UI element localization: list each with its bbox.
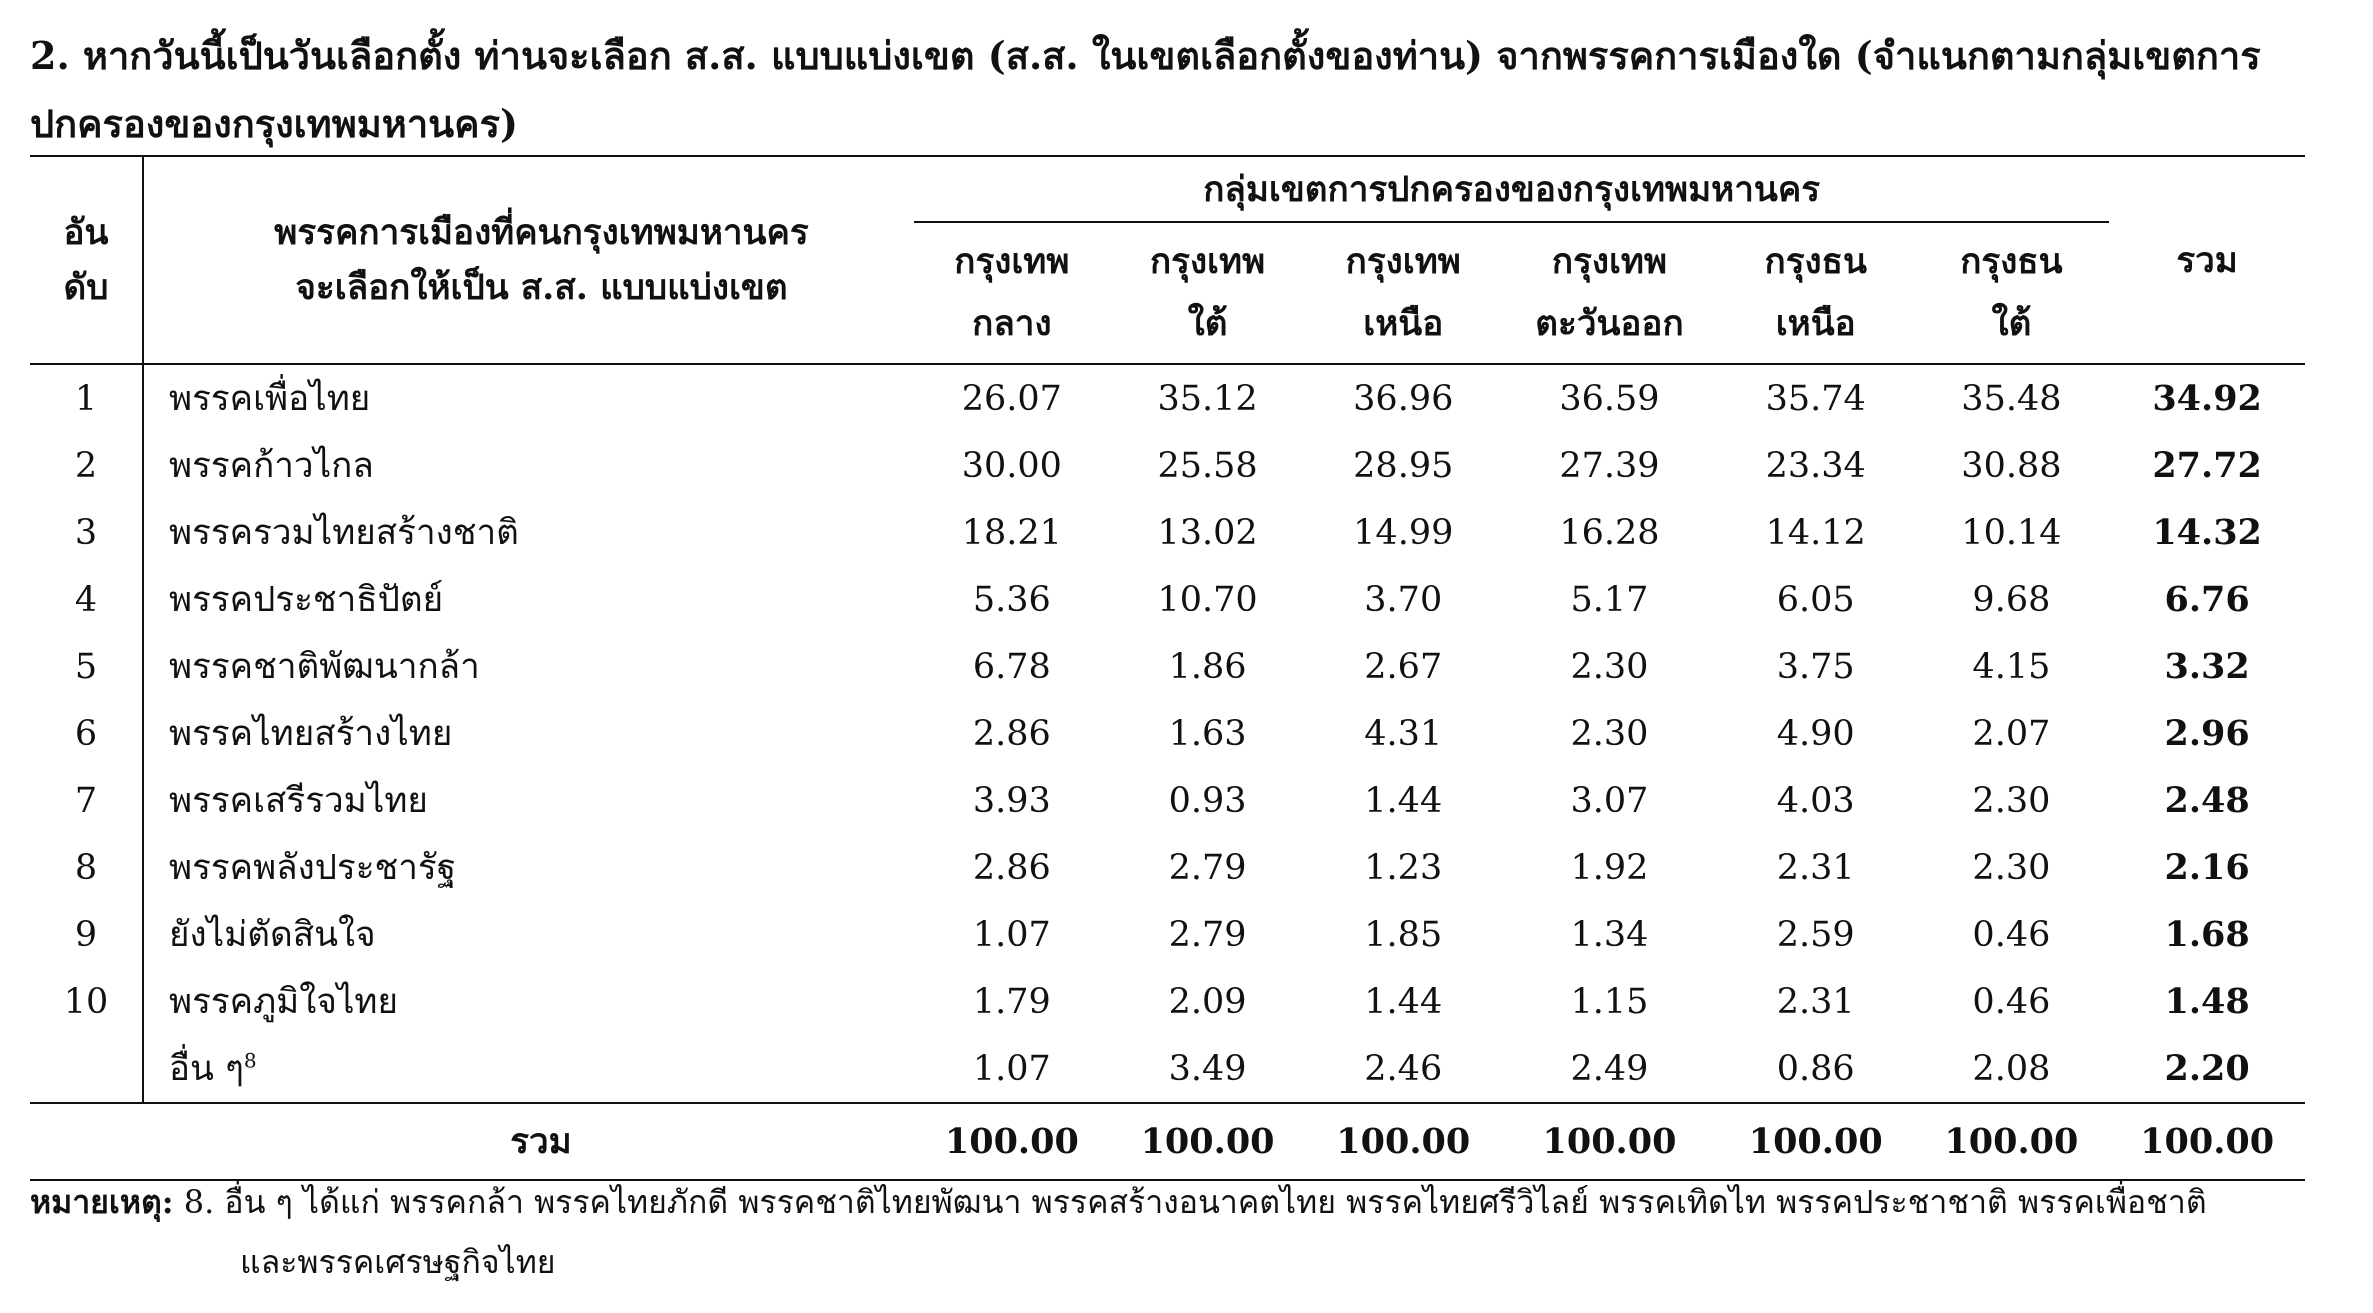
table-row bbox=[30, 700, 2305, 767]
value-cell: 0.46 bbox=[1972, 981, 2051, 1022]
footnote-label: หมายเหตุ: bbox=[30, 1183, 174, 1221]
value-cell: 2.86 bbox=[972, 847, 1051, 888]
value-cell: 30.88 bbox=[1961, 445, 2062, 486]
party-header-line-1: พรรคการเมืองที่คนกรุงเทพมหานคร bbox=[274, 212, 809, 253]
table-row bbox=[30, 834, 2305, 901]
value-cell: 35.48 bbox=[1961, 378, 2062, 419]
value-cell: 2.86 bbox=[972, 713, 1051, 754]
value-cell: 0.86 bbox=[1776, 1048, 1855, 1089]
value-cell: 28.95 bbox=[1353, 445, 1454, 486]
total-cell: 2.20 bbox=[2164, 1048, 2250, 1089]
total-cell: 1.48 bbox=[2164, 981, 2250, 1022]
col-header-bkk-north: กรุงเทพ เหนือ bbox=[1345, 241, 1461, 344]
value-cell: 4.31 bbox=[1364, 713, 1443, 754]
value-cell: 2.31 bbox=[1776, 981, 1855, 1022]
value-cell: 36.96 bbox=[1353, 378, 1454, 419]
rank-cell bbox=[30, 1035, 143, 1103]
value-cell: 1.79 bbox=[972, 981, 1051, 1022]
page-title: 2. หากวันนี้เป็นวันเลือกตั้ง ท่านจะเลือก ส.ส. แบบแบ่งเขต (ส.ส. ในเขตเลือกตั้งของท่าน) จากพรรคการเมืองใด (จำแนกตามกลุ่มเขตการปกครองของกรุงเทพมหานคร) bbox=[30, 33, 2261, 146]
value-cell: 1.63 bbox=[1168, 713, 1247, 754]
party-cell: พรรคภูมิใจไทย bbox=[169, 982, 399, 1022]
col-header-thonburi-north: กรุงธน เหนือ bbox=[1764, 241, 1867, 344]
footnote-ref: 8 bbox=[243, 1048, 257, 1073]
rank-cell: 10 bbox=[30, 968, 143, 1035]
sum-row bbox=[30, 1103, 2305, 1180]
value-cell: 3.49 bbox=[1168, 1048, 1247, 1089]
rank-cell: 2 bbox=[30, 432, 143, 499]
value-cell: 4.03 bbox=[1776, 780, 1855, 821]
total-cell: 34.92 bbox=[2152, 378, 2262, 419]
value-cell: 6.05 bbox=[1776, 579, 1855, 620]
value-cell: 18.21 bbox=[961, 512, 1062, 553]
value-cell: 2.59 bbox=[1776, 914, 1855, 955]
value-cell: 2.30 bbox=[1972, 847, 2051, 888]
value-cell: 35.74 bbox=[1765, 378, 1866, 419]
table-row bbox=[30, 901, 2305, 968]
value-cell: 0.93 bbox=[1168, 780, 1247, 821]
value-cell: 16.28 bbox=[1559, 512, 1660, 553]
results-table bbox=[30, 155, 2305, 1181]
value-cell: 4.15 bbox=[1972, 646, 2051, 687]
table-row bbox=[30, 499, 2305, 566]
value-cell: 9.68 bbox=[1972, 579, 2051, 620]
rank-cell: 7 bbox=[30, 767, 143, 834]
rank-cell: 3 bbox=[30, 499, 143, 566]
value-cell: 1.85 bbox=[1364, 914, 1443, 955]
value-cell: 10.70 bbox=[1157, 579, 1258, 620]
party-cell: อื่น ๆ$^8$ bbox=[169, 1048, 257, 1089]
value-cell: 1.86 bbox=[1168, 646, 1247, 687]
value-cell: 2.08 bbox=[1972, 1048, 2051, 1089]
value-cell: 1.44 bbox=[1364, 981, 1443, 1022]
value-cell: 2.30 bbox=[1570, 713, 1649, 754]
value-cell: 14.99 bbox=[1353, 512, 1454, 553]
rank-cell: 5 bbox=[30, 633, 143, 700]
value-cell: 1.07 bbox=[972, 1048, 1051, 1089]
sum-cell: 100.00 bbox=[1501, 1103, 1718, 1180]
sum-cell: 100.00 bbox=[1305, 1103, 1501, 1180]
value-cell: 36.59 bbox=[1559, 378, 1660, 419]
value-cell: 5.36 bbox=[972, 579, 1051, 620]
total-header: รวม bbox=[2109, 156, 2305, 364]
sum-cell: 100.00 bbox=[914, 1103, 1110, 1180]
total-cell: 3.32 bbox=[2164, 646, 2250, 687]
total-cell: 6.76 bbox=[2164, 579, 2250, 620]
table-row bbox=[30, 633, 2305, 700]
value-cell: 30.00 bbox=[961, 445, 1062, 486]
rank-cell: 9 bbox=[30, 901, 143, 968]
value-cell: 4.90 bbox=[1776, 713, 1855, 754]
table-row bbox=[30, 1035, 2305, 1103]
footnote-line-1: 8. อื่น ๆ ได้แก่ พรรคกล้า พรรคไทยภักดี พรรคชาติไทยพัฒนา พรรคสร้างอนาคตไทย พรรคไทยศรีวิไลย์ พรรคเทิดไท พรรคประชาชาติ พรรคเพื่อชาติ bbox=[173, 1183, 2207, 1221]
value-cell: 3.75 bbox=[1776, 646, 1855, 687]
value-cell: 6.78 bbox=[972, 646, 1051, 687]
value-cell: 23.34 bbox=[1765, 445, 1866, 486]
party-header-line-2: จะเลือกให้เป็น ส.ส. แบบแบ่งเขต bbox=[295, 267, 788, 308]
rank-cell: 4 bbox=[30, 566, 143, 633]
table-row bbox=[30, 968, 2305, 1035]
party-cell: พรรคชาติพัฒนากล้า bbox=[169, 647, 480, 687]
value-cell: 35.12 bbox=[1157, 378, 1258, 419]
value-cell: 2.30 bbox=[1972, 780, 2051, 821]
value-cell: 3.07 bbox=[1570, 780, 1649, 821]
col-header-bkk-south: กรุงเทพ ใต้ bbox=[1149, 241, 1266, 344]
party-cell: พรรคไทยสร้างไทย bbox=[169, 714, 453, 754]
sum-cell: 100.00 bbox=[1914, 1103, 2110, 1180]
total-cell: 2.16 bbox=[2164, 847, 2250, 888]
value-cell: 2.49 bbox=[1570, 1048, 1649, 1089]
table-row bbox=[30, 767, 2305, 834]
footnote bbox=[30, 1172, 2350, 1292]
party-cell: พรรคเพื่อไทย bbox=[169, 379, 371, 419]
party-cell: ยังไม่ตัดสินใจ bbox=[169, 915, 376, 955]
table-row bbox=[30, 566, 2305, 633]
sum-total: 100.00 bbox=[2109, 1103, 2305, 1180]
party-cell: พรรคก้าวไกล bbox=[169, 446, 374, 486]
party-header bbox=[143, 156, 914, 364]
col-header-bkk-central: กรุงเทพ กลาง bbox=[954, 241, 1070, 344]
value-cell: 3.93 bbox=[972, 780, 1051, 821]
col-header-bkk-east: กรุงเทพ ตะวันออก bbox=[1535, 241, 1684, 344]
rank-cell: 8 bbox=[30, 834, 143, 901]
value-cell: 2.31 bbox=[1776, 847, 1855, 888]
party-cell: พรรคประชาธิปัตย์ bbox=[169, 580, 444, 620]
value-cell: 10.14 bbox=[1961, 512, 2062, 553]
party-cell: พรรคเสรีรวมไทย bbox=[169, 781, 428, 821]
value-cell: 0.46 bbox=[1972, 914, 2051, 955]
rank-header bbox=[30, 156, 143, 364]
value-cell: 2.46 bbox=[1364, 1048, 1443, 1089]
value-cell: 3.70 bbox=[1364, 579, 1443, 620]
value-cell: 2.79 bbox=[1168, 914, 1247, 955]
footnote-line-2: และพรรคเศรษฐกิจไทย bbox=[240, 1243, 556, 1281]
value-cell: 1.44 bbox=[1364, 780, 1443, 821]
col-header-thonburi-south: กรุงธน ใต้ bbox=[1960, 241, 2063, 344]
value-cell: 25.58 bbox=[1157, 445, 1258, 486]
sum-label: รวม bbox=[143, 1103, 914, 1180]
total-cell: 27.72 bbox=[2152, 445, 2262, 486]
table-body bbox=[30, 364, 2305, 1103]
table-row bbox=[30, 364, 2305, 432]
value-cell: 13.02 bbox=[1157, 512, 1258, 553]
value-cell: 2.67 bbox=[1364, 646, 1443, 687]
total-cell: 2.48 bbox=[2164, 780, 2250, 821]
value-cell: 1.07 bbox=[972, 914, 1051, 955]
value-cell: 2.30 bbox=[1570, 646, 1649, 687]
value-cell: 2.09 bbox=[1168, 981, 1247, 1022]
rank-header-line-1: อัน bbox=[63, 212, 109, 253]
sum-cell: 100.00 bbox=[1718, 1103, 1914, 1180]
total-cell: 14.32 bbox=[2152, 512, 2262, 553]
value-cell: 14.12 bbox=[1765, 512, 1866, 553]
value-cell: 27.39 bbox=[1559, 445, 1660, 486]
total-cell: 1.68 bbox=[2164, 914, 2250, 955]
value-cell: 1.23 bbox=[1364, 847, 1443, 888]
value-cell: 2.79 bbox=[1168, 847, 1247, 888]
value-cell: 1.34 bbox=[1570, 914, 1649, 955]
party-cell: พรรคพลังประชารัฐ bbox=[169, 848, 457, 888]
party-cell: พรรครวมไทยสร้างชาติ bbox=[169, 513, 519, 553]
total-cell: 2.96 bbox=[2164, 713, 2250, 754]
value-cell: 5.17 bbox=[1570, 579, 1649, 620]
rank-cell: 6 bbox=[30, 700, 143, 767]
rank-cell: 1 bbox=[30, 364, 143, 432]
group-header: กลุ่มเขตการปกครองของกรุงเทพมหานคร bbox=[914, 156, 2109, 222]
value-cell: 1.92 bbox=[1570, 847, 1649, 888]
value-cell: 1.15 bbox=[1570, 981, 1649, 1022]
rank-header-line-2: ดับ bbox=[63, 267, 109, 308]
value-cell: 26.07 bbox=[961, 378, 1062, 419]
sum-cell: 100.00 bbox=[1110, 1103, 1306, 1180]
table-row bbox=[30, 432, 2305, 499]
value-cell: 2.07 bbox=[1972, 713, 2051, 754]
